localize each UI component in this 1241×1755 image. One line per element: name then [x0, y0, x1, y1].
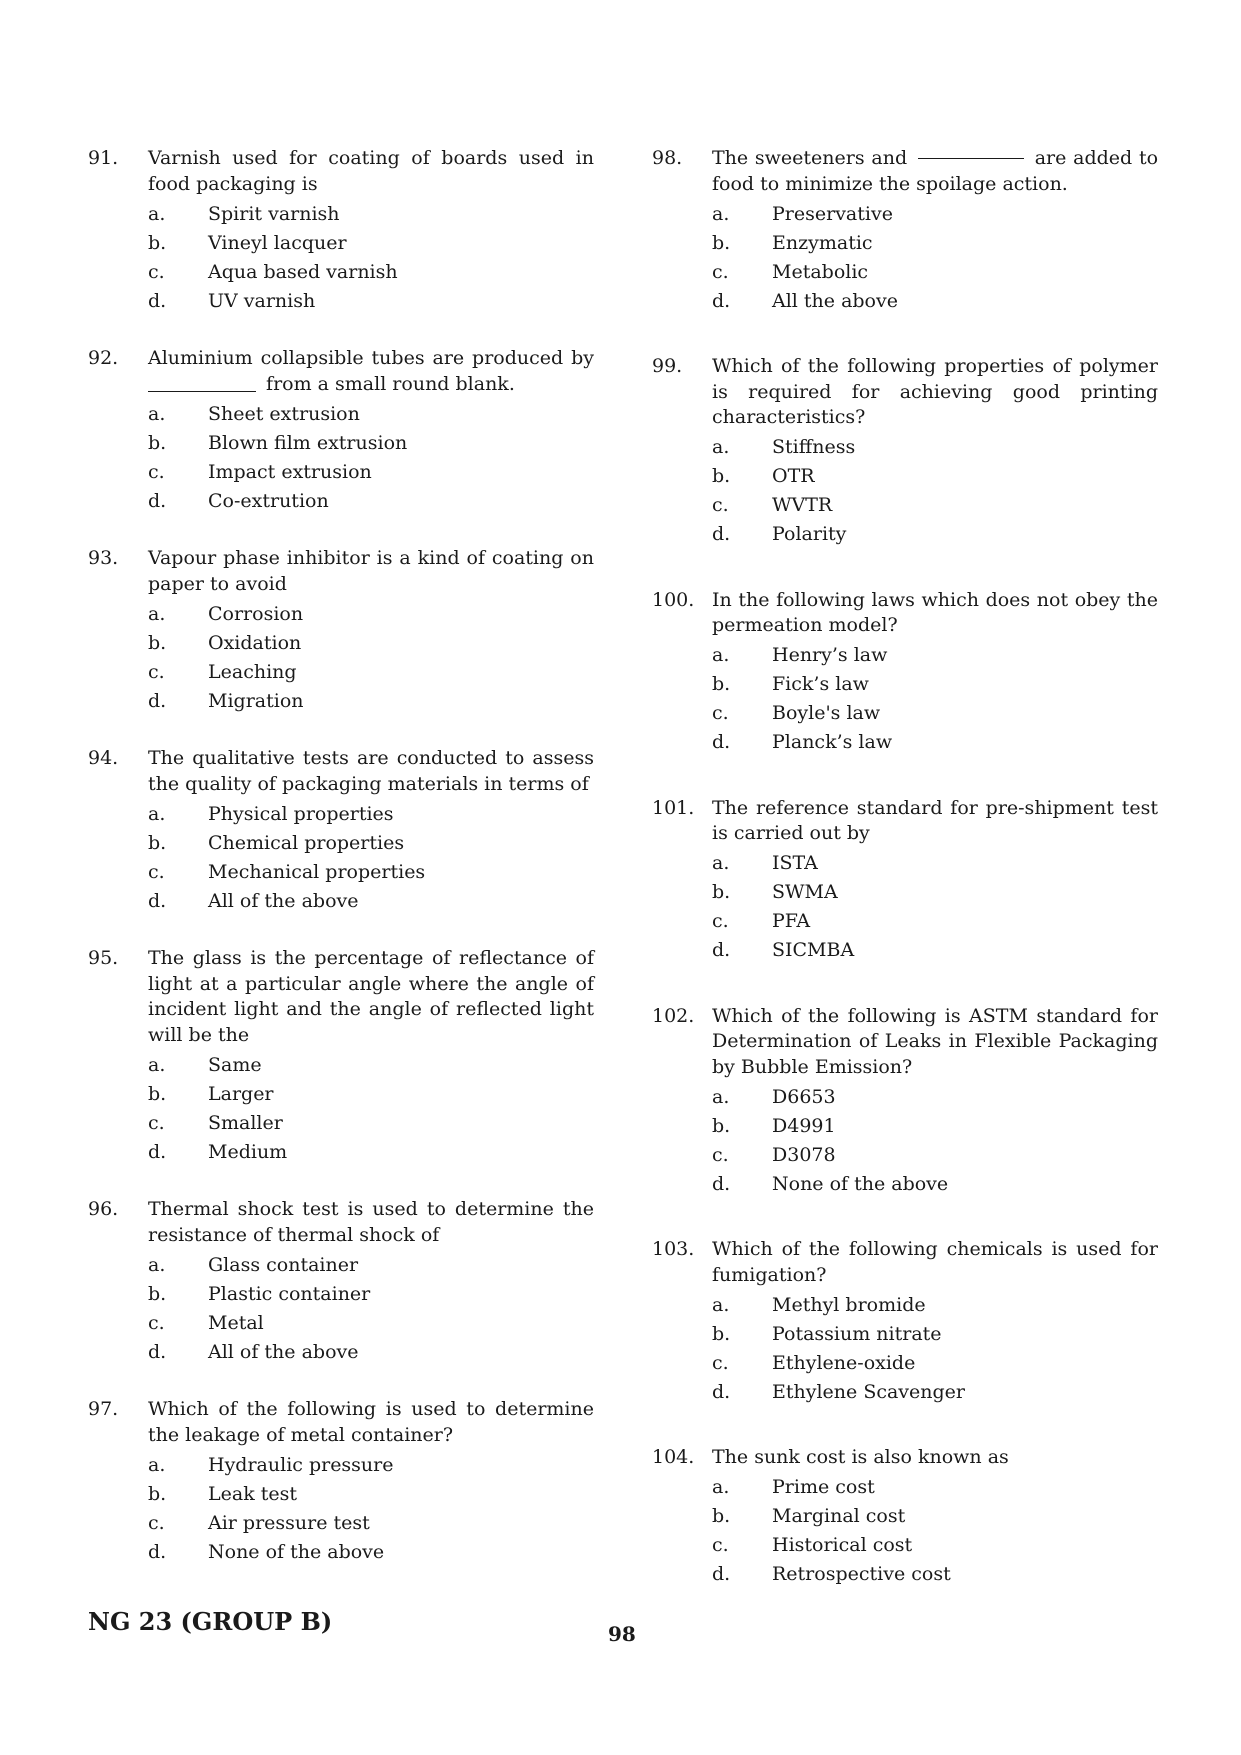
question-text [712, 1004, 1158, 1081]
options-list [652, 434, 1158, 550]
option [652, 879, 1158, 908]
option [652, 1561, 1158, 1590]
options-list [88, 200, 594, 316]
option-text: Sheet extrusion [208, 402, 360, 425]
option-letter: b. [712, 881, 731, 904]
options-list [88, 1051, 594, 1167]
question-text [148, 546, 594, 597]
option-text: Chemical properties [208, 831, 405, 854]
options-list [88, 800, 594, 916]
option [88, 687, 594, 716]
question-number: 101. [652, 796, 695, 819]
option-text: Henry’s law [772, 644, 888, 667]
option-letter: c. [148, 460, 165, 483]
option-letter: a. [148, 602, 166, 625]
question-text-part: Which of the following properties of polymer is required for achieving good printing characteristics? [712, 355, 1158, 428]
options-list [88, 400, 594, 516]
option [652, 1503, 1158, 1532]
option [88, 1051, 594, 1080]
option-letter: a. [148, 1453, 166, 1476]
options-list [652, 642, 1158, 758]
option-letter: b. [712, 1322, 731, 1345]
option [88, 1080, 594, 1109]
options-list [652, 1083, 1158, 1199]
option-letter: c. [712, 1143, 729, 1166]
option-text: Planck’s law [772, 731, 893, 754]
option-letter: d. [712, 1380, 731, 1403]
question-text [148, 1197, 594, 1248]
option-letter: b. [148, 631, 167, 654]
option-letter: c. [148, 1111, 165, 1134]
question [88, 746, 594, 916]
option-text: Smaller [208, 1111, 283, 1134]
option-text: Glass container [208, 1253, 359, 1276]
option [88, 1509, 594, 1538]
option-letter: a. [712, 1476, 730, 1499]
option [88, 829, 594, 858]
question-text-part: Thermal shock test is used to determine the resistance of thermal shock of [148, 1198, 594, 1246]
option-text: D4991 [772, 1114, 836, 1137]
option [88, 458, 594, 487]
paper-code: NG 23 (GROUP B) [88, 1607, 333, 1636]
question-number: 94. [88, 747, 119, 769]
option [652, 1141, 1158, 1170]
question-text [712, 1445, 1158, 1471]
question [88, 346, 594, 516]
page-number: 98 [608, 1622, 636, 1646]
option [652, 492, 1158, 521]
question [652, 1237, 1158, 1407]
option-text: Metabolic [772, 260, 869, 283]
question [652, 796, 1158, 966]
option-text: WVTR [772, 494, 833, 517]
option-letter: d. [712, 1563, 731, 1586]
option-text: Plastic container [208, 1282, 371, 1305]
option-text: Medium [208, 1140, 288, 1163]
option [652, 258, 1158, 287]
question-number: 95. [88, 947, 119, 969]
option-letter: b. [712, 1505, 731, 1528]
option-text: SWMA [772, 881, 838, 904]
option-text: Larger [208, 1082, 274, 1105]
option [652, 287, 1158, 316]
option [88, 1280, 594, 1309]
option-text: Aqua based varnish [208, 260, 398, 283]
option-letter: c. [148, 1511, 165, 1534]
option-letter: b. [148, 1082, 167, 1105]
option [88, 1251, 594, 1280]
option-letter: a. [148, 202, 166, 225]
option [88, 1309, 594, 1338]
option [652, 1532, 1158, 1561]
option [88, 400, 594, 429]
option-letter: d. [712, 939, 731, 962]
options-list [88, 600, 594, 716]
option-letter: b. [148, 1482, 167, 1505]
option [88, 800, 594, 829]
option [652, 434, 1158, 463]
option-letter: d. [148, 289, 167, 312]
question-text-part: from a small round blank. [260, 372, 515, 395]
option-letter: d. [148, 1140, 167, 1163]
question-text-part: Varnish used for coating of boards used in food packaging is [148, 147, 594, 195]
option-text: None of the above [208, 1540, 385, 1563]
option-letter: a. [712, 436, 730, 459]
question-text-part: are added to food to minimize the spoilage action. [712, 147, 1159, 195]
option-text: All of the above [208, 1340, 359, 1363]
question [652, 588, 1158, 758]
option [88, 229, 594, 258]
option-letter: d. [712, 289, 731, 312]
option-letter: c. [148, 660, 165, 683]
option [652, 521, 1158, 550]
option-text: Mechanical properties [208, 860, 426, 883]
option-letter: c. [148, 860, 165, 883]
option-letter: a. [712, 644, 730, 667]
option [652, 200, 1158, 229]
option [652, 1112, 1158, 1141]
options-list [88, 1451, 594, 1567]
option-text: Enzymatic [772, 231, 873, 254]
option-text: Ethylene-oxide [772, 1351, 916, 1374]
question [652, 146, 1158, 316]
option-letter: a. [712, 1085, 730, 1108]
question-number: 96. [88, 1198, 119, 1220]
option [88, 858, 594, 887]
option-text: Potassium nitrate [772, 1322, 942, 1345]
option-letter: c. [148, 260, 165, 283]
question-text-part: The qualitative tests are conducted to assess the quality of packaging materials in terms of [148, 747, 594, 795]
option-letter: a. [148, 1253, 166, 1276]
option-letter: d. [148, 689, 167, 712]
option-text: Historical cost [772, 1534, 913, 1557]
option-text: Leak test [208, 1482, 298, 1505]
question-text-part: In the following laws which does not obey the permeation model? [712, 588, 1158, 636]
question-number: 92. [88, 347, 119, 369]
option-text: D3078 [772, 1143, 836, 1166]
option [652, 700, 1158, 729]
option [88, 1338, 594, 1367]
question-text [148, 1397, 594, 1448]
option-letter: c. [148, 1311, 165, 1334]
option-text: Co-extrution [208, 489, 329, 512]
question [652, 1004, 1158, 1200]
option-letter: d. [148, 1340, 167, 1363]
option [652, 1320, 1158, 1349]
option [88, 1538, 594, 1567]
option-letter: c. [712, 494, 729, 517]
option [88, 487, 594, 516]
option-letter: d. [712, 523, 731, 546]
options-list [652, 1474, 1158, 1590]
question-number: 93. [88, 547, 119, 569]
question [88, 1197, 594, 1367]
option-text: Boyle's law [772, 702, 881, 725]
option-text: PFA [772, 910, 811, 933]
question-text-part: Which of the following is ASTM standard for Determination of Leaks in Flexible Packaging by Bubble Emission? [712, 1004, 1158, 1078]
option [88, 287, 594, 316]
left-column [88, 146, 594, 1597]
options-list [652, 1291, 1158, 1407]
option-text: Methyl bromide [772, 1293, 926, 1316]
option-text: Preservative [772, 202, 893, 225]
fill-blank [148, 391, 256, 392]
option-text: OTR [772, 465, 815, 488]
question-text-part: The glass is the percentage of reflectance of light at a particular angle where the angle of incident light and the angle of reflected light will be the [148, 947, 594, 1046]
option-text: Hydraulic pressure [208, 1453, 394, 1476]
option-text: D6653 [772, 1085, 836, 1108]
question-text [712, 588, 1158, 639]
question-number: 102. [652, 1004, 695, 1027]
question-text [148, 746, 594, 797]
option-letter: b. [148, 831, 167, 854]
question-text [712, 146, 1158, 197]
option-letter: a. [712, 852, 730, 875]
option-text: Blown film extrusion [208, 431, 408, 454]
option-letter: b. [712, 673, 731, 696]
question-number: 99. [652, 355, 683, 377]
option-text: Impact extrusion [208, 460, 372, 483]
option [88, 258, 594, 287]
option-letter: d. [148, 489, 167, 512]
option-text: Migration [208, 689, 304, 712]
question-text [712, 796, 1158, 847]
option-letter: c. [712, 260, 729, 283]
option [652, 850, 1158, 879]
option-text: UV varnish [208, 289, 316, 312]
option-letter: b. [148, 1282, 167, 1305]
option-text: Corrosion [208, 602, 304, 625]
question-text-part: The sweeteners and [712, 147, 908, 169]
option-text: Metal [208, 1311, 264, 1334]
option-letter: a. [148, 802, 166, 825]
question-text [712, 354, 1158, 431]
question [88, 946, 594, 1167]
option [652, 1349, 1158, 1378]
option-letter: c. [712, 702, 729, 725]
option-letter: c. [712, 1534, 729, 1557]
question-number: 98. [652, 147, 683, 169]
option-text: Air pressure test [208, 1511, 370, 1534]
option [652, 1474, 1158, 1503]
option-text: Prime cost [772, 1476, 875, 1499]
option [652, 671, 1158, 700]
option-text: Ethylene Scavenger [772, 1380, 966, 1403]
question-text-part: Aluminium collapsible tubes are produced by [148, 347, 594, 369]
question-text [148, 946, 594, 1048]
option-letter: b. [148, 431, 167, 454]
options-list [652, 850, 1158, 966]
option [88, 1480, 594, 1509]
option-text: Retrospective cost [772, 1563, 951, 1586]
option-text: None of the above [772, 1172, 949, 1195]
option-letter: d. [148, 889, 167, 912]
right-column [652, 146, 1158, 1628]
option [88, 658, 594, 687]
options-list [652, 200, 1158, 316]
option-letter: a. [712, 1293, 730, 1316]
option [652, 229, 1158, 258]
option-text: Leaching [208, 660, 297, 683]
option-text: Oxidation [208, 631, 302, 654]
question-text-part: Vapour phase inhibitor is a kind of coating on paper to avoid [148, 547, 594, 595]
option-text: ISTA [772, 852, 818, 875]
option [652, 729, 1158, 758]
option [652, 1291, 1158, 1320]
option [88, 1109, 594, 1138]
question-number: 100. [652, 588, 695, 611]
option-text: Vineyl lacquer [208, 231, 347, 254]
question [88, 1397, 594, 1567]
option [88, 887, 594, 916]
question-text [148, 346, 594, 397]
option-letter: b. [712, 465, 731, 488]
option [88, 200, 594, 229]
option [88, 600, 594, 629]
question [88, 546, 594, 716]
option-text: Marginal cost [772, 1505, 906, 1528]
question [652, 1445, 1158, 1590]
option-letter: d. [148, 1540, 167, 1563]
options-list [88, 1251, 594, 1367]
question-text-part: Which of the following chemicals is used for fumigation? [712, 1238, 1158, 1286]
option-letter: d. [712, 731, 731, 754]
option-text: All the above [772, 289, 898, 312]
question-number: 91. [88, 147, 119, 169]
option [652, 642, 1158, 671]
option-letter: a. [148, 402, 166, 425]
option-letter: c. [712, 1351, 729, 1374]
question-number: 103. [652, 1238, 695, 1260]
option-letter: c. [712, 910, 729, 933]
question-number: 97. [88, 1398, 119, 1420]
option-letter: a. [148, 1053, 166, 1076]
option-text: Polarity [772, 523, 847, 546]
option-letter: a. [712, 202, 730, 225]
question-text [148, 146, 594, 197]
option-text: Physical properties [208, 802, 394, 825]
option [88, 629, 594, 658]
question-text-part: The sunk cost is also known as [712, 1446, 1009, 1468]
option-letter: b. [148, 231, 167, 254]
option-text: Fick’s law [772, 673, 869, 696]
question [652, 354, 1158, 550]
question-number: 104. [652, 1446, 695, 1468]
option [88, 429, 594, 458]
option [652, 937, 1158, 966]
option-text: Stiffness [772, 436, 856, 459]
option [652, 908, 1158, 937]
option [652, 463, 1158, 492]
option-letter: d. [712, 1172, 731, 1195]
option-letter: b. [712, 1114, 731, 1137]
option-text: All of the above [208, 889, 359, 912]
option [652, 1378, 1158, 1407]
question [88, 146, 594, 316]
option-text: Spirit varnish [208, 202, 340, 225]
option-text: SICMBA [772, 939, 855, 962]
question-text-part: The reference standard for pre-shipment test is carried out by [712, 796, 1158, 844]
option-text: Same [208, 1053, 262, 1076]
option [88, 1138, 594, 1167]
option-letter: b. [712, 231, 731, 254]
option [652, 1083, 1158, 1112]
option [88, 1451, 594, 1480]
question-text-part: Which of the following is used to determine the leakage of metal container? [148, 1398, 594, 1446]
fill-blank [918, 158, 1024, 159]
question-text [712, 1237, 1158, 1288]
option [652, 1170, 1158, 1199]
